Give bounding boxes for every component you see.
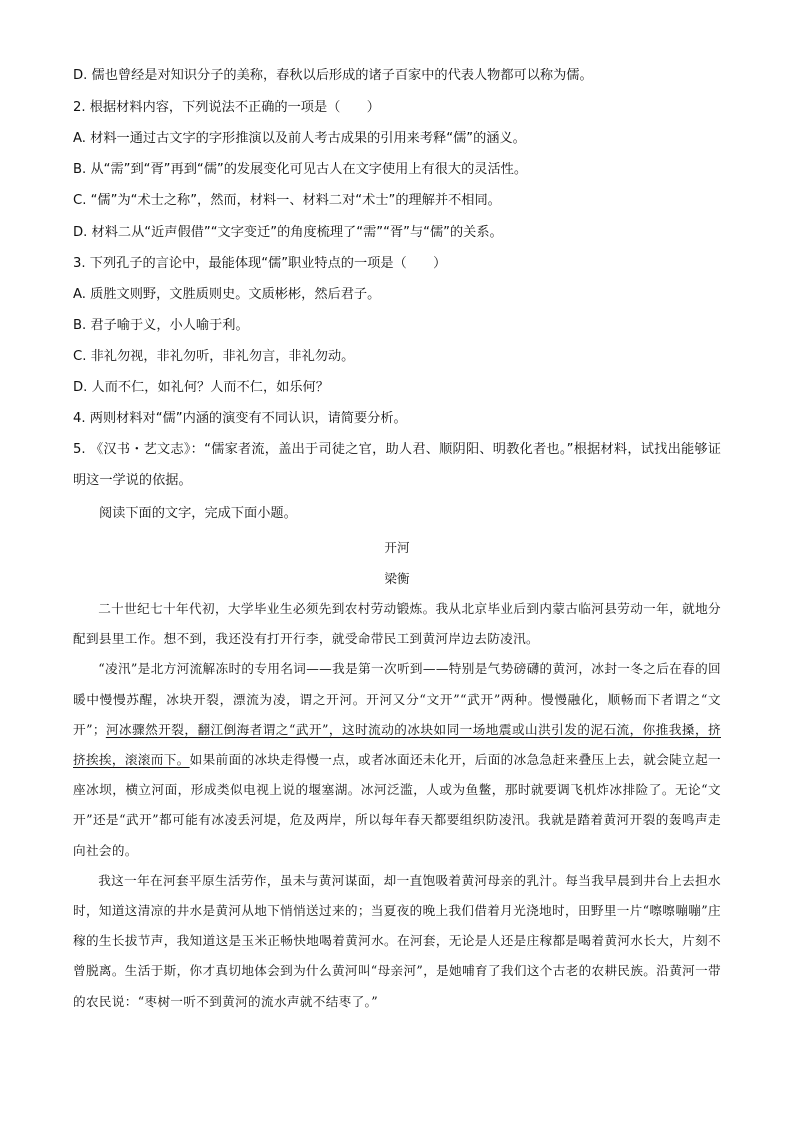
underlined-passage: 河冰骤然开裂，翻江倒海者谓之“武开”，这时流动的冰块如同一场地震或山洪引发的泥石流，你推我搡，挤挤挨挨，滚滚而下。 [73, 721, 721, 768]
q2-option-d: D. 材料二从“近声假借”“文字变迁”的角度梳理了“需”“胥”与“儒”的关系。 [73, 225, 503, 240]
q2-option-b: B. 从“需”到“胥”再到“儒”的发展变化可见古人在文字使用上有很大的灵活性。 [73, 162, 528, 177]
paragraph-2-end: 如果前面的冰块走得慢一点，或者冰面还未化开，后面的冰急急赶来叠压上去，就会陡立起一座冰坝，横立河面，形成类似电视上说的堰塞湖。冰河泛滥，人或为鱼鳖，那时就要调飞机炸冰排险了。无论“文开”还是“武开”都可能有冰凌丢河堤，危及两岸，所以每年春天都要组织防凌汛。我就是踏着黄河开裂的轰鸣声走向社会的。 [73, 752, 721, 858]
q3-option-b: B. 君子喻于义，小人喻于利。 [73, 318, 249, 333]
q3-option-d: D. 人而不仁，如礼何？人而不仁，如乐何？ [73, 380, 329, 395]
q3-option-c: C. 非礼勿视，非礼勿听，非礼勿言，非礼勿动。 [73, 349, 355, 364]
reading-intro: 阅读下面的文字，完成下面小题。 [99, 506, 297, 521]
article-paragraph-3: 我这一年在河套平原生活劳作，虽未与黄河谋面，却一直饱吸着黄河母亲的乳汁。每当我早晨到井台上去担水时，知道这清凉的井水是黄河从地下悄悄送过来的；当夏夜的晚上我们借着月光浇地时，田野里一片“嚓嚓嘣嘣”庄稼的生长拔节声，我知道这是玉米正畅快地喝着黄河水。在河套，无论是人还是庄稼都是喝着黄河水长大，片刻不曾脱离。生活于斯，你才真切地体会到为什么黄河叫“母亲河”，是她哺育了我们这个古老的农耕民族。沿黄河一带的农民说：“枣树一听不到黄河的流水声就不结枣了。” [73, 872, 721, 1009]
q5-stem: 5. 《汉书・艺文志》：“儒家者流，盖出于司徒之官，助人君、顺阴阳、明教化者也。”根据材料，试找出能够证明这一学说的依据。 [73, 442, 721, 488]
q4-stem: 4. 两则材料对“儒”内涵的演变有不同认识，请简要分析。 [73, 411, 407, 426]
article-paragraph-2 [73, 654, 721, 865]
article-paragraph-1: 二十世纪七十年代初，大学毕业生必须先到农村劳动锻炼。我从北京毕业后到内蒙古临河县劳动一年，就地分配到县里工作。想不到，我还没有打开行李，就受命带民工到黄河岸边去防凌汛。 [73, 601, 721, 647]
article-body [73, 594, 721, 1017]
q1-option-d: D. 儒也曾经是对知识分子的美称，春秋以后形成的诸子百家中的代表人物都可以称为儒。 [73, 68, 593, 83]
q2-option-c: C. “儒”为“术士之称”，然而，材料一、材料二对“术士”的理解并不相同。 [73, 193, 501, 208]
article-author: 梁衡 [384, 571, 410, 586]
article-title: 开河 [384, 540, 410, 555]
q3-stem: 3. 下列孔子的言论中，最能体现“儒”职业特点的一项是（ ） [73, 256, 447, 271]
q3-option-a: A. 质胜文则野，文胜质则史。文质彬彬，然后君子。 [73, 287, 381, 302]
q2-stem: 2. 根据材料内容，下列说法不正确的一项是（ ） [73, 100, 380, 115]
paragraph-2-start: “凌汛”是北方河流解冻时的专用名词——我是第一次听到——特别是气势磅礴的黄河，冰封一冬之后在春的回暖中慢慢苏醒，冰块开裂，漂流为凌，谓之开河。开河又分“文开”“武开”两种。慢慢融化，顺畅而下者谓之“文开”； [73, 661, 721, 737]
q2-option-a: A. 材料一通过古文字的字形推演以及前人考古成果的引用来考释“儒”的涵义。 [73, 131, 526, 146]
